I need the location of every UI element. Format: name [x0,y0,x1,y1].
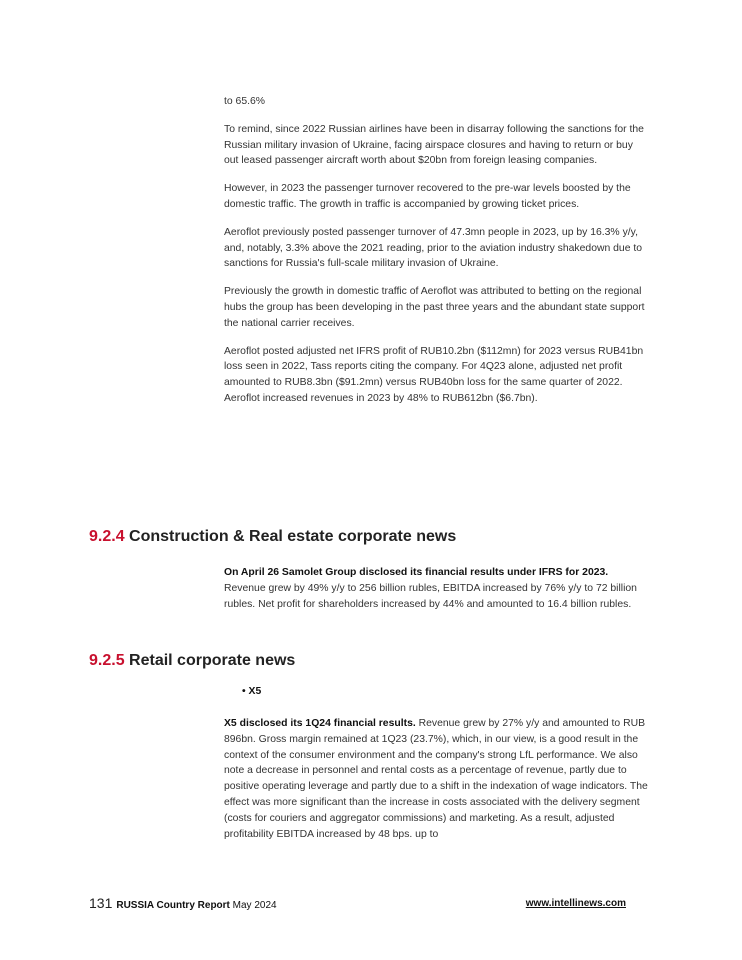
footer-report-info [89,895,277,911]
section-heading-construction [89,528,456,546]
paragraph-samolet [224,565,648,612]
samolet-text-block [224,565,648,624]
section-title: Retail corporate news [124,652,296,669]
report-name: RUSSIA Country Report [116,900,230,911]
paragraph-domestic-growth: Previously the growth in domestic traffic of Aeroflot was attributed to betting on the regional hubs the group has been developing in the past three years and the abundant state support the national carrier receives. [224,286,645,329]
x5-text-block [224,716,648,854]
section-number: 9.2.5 [89,652,125,669]
paragraph-body: Revenue grew by 49% y/y to 256 billion rubles, EBITDA increased by 76% y/y to 72 billion rubles. Net profit for shareholders increased by 44% and amounted to 16.4 billion rubles. [224,582,637,610]
lead-sentence: On April 26 Samolet Group disclosed its financial results under IFRS for 2023. [224,567,609,578]
section-heading-retail [89,652,295,670]
section-number: 9.2.4 [89,528,125,545]
website-link[interactable]: www.intellinews.com [525,898,626,909]
paragraph-x5 [224,716,648,842]
paragraph-body: Revenue grew by 27% y/y and amounted to RUB 896bn. Gross margin remained at 1Q23 (23.7%), which, in our view, is a good result in the context of the consumer environment and the company's strong LfL performance. We also note a decrease in personnel and rental costs as a percentage of revenue, partly due to positive operating leverage and partly due to a shift in the indexation of wage indicators. The effect was more significant than the increase in costs associated with the delivery segment (costs for couriers and aggregator commissions) and marketing. As a result, adjusted profitability EBITDA increased by 48 bps. up to [224,718,648,840]
section-title: Construction & Real estate corporate news [124,528,457,545]
bullet-x5: • X5 [242,686,262,697]
paragraph-net-profit: Aeroflot posted adjusted net IFRS profit of RUB10.2bn ($112mn) for 2023 versus RUB41bn loss seen in 2022, Tass reports citing the company. For 4Q23 alone, adjusted net profit amounted to RUB8.3bn ($91.2mn) versus RUB40bn loss for the same quarter of 2022. Aeroflot increased revenues in 2023 by 48% to RUB612bn ($6.7bn). [224,345,644,404]
paragraph-sanctions: To remind, since 2022 Russian airlines have been in disarray following the sanctions for the Russian military invasion of Ukraine, facing airspace closures and having to return or buy out leased passenger aircraft worth about $20bn from foreign leasing companies. [224,123,644,167]
page-number: 131 [89,895,113,911]
paragraph-recovery: However, in 2023 the passenger turnover recovered to the pre-war levels boosted by the domestic traffic. The growth in traffic is accompanied by growing ticket prices. [224,183,631,210]
paragraph-passenger-turnover: Aeroflot previously posted passenger turnover of 47.3mn people in 2023, up by 16.3% y/y, and, notably, 3.3% above the 2021 reading, prior to the aviation industry shakedown due to sanctions for Russia's full-scale military invasion of Ukraine. [224,226,643,270]
paragraph-continuation: to 65.6% [224,96,266,107]
aeroflot-text-block [224,94,648,419]
report-date: May 2024 [229,900,277,911]
lead-sentence: X5 disclosed its 1Q24 financial results. [224,718,416,729]
